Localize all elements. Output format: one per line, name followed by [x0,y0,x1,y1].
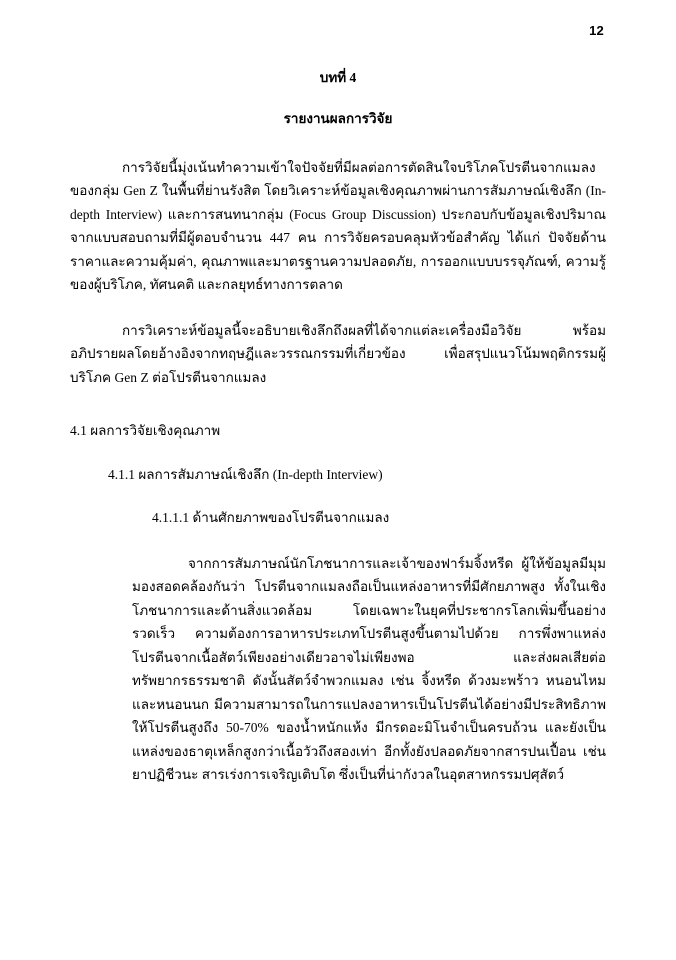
page-number: 12 [589,23,604,38]
body-paragraph-2: การวิเคราะห์ข้อมูลนี้จะอธิบายเชิงลึกถึงผลที่ได้จากแต่ละเครื่องมือวิจัย พร้อมอภิปรายผลโดยอ้างอิงจากทฤษฎีและวรรณกรรมที่เกี่ยวข้อง เพื่อสรุปแนวโน้มพฤติกรรมผู้บริโภค Gen Z ต่อโปรตีนจากแมลง [70,322,606,385]
chapter-label-heading: บทที่ 4 [319,70,357,85]
section-heading-4-1: 4.1 ผลการวิจัยเชิงคุณภาพ [70,423,221,439]
page-content [70,60,606,787]
body-paragraph-1: การวิจัยนี้มุ่งเน้นทำความเข้าใจปัจจัยที่มีผลต่อการตัดสินใจบริโภคโปรตีนจากแมลงของกลุ่ม Gen Z ในพื้นที่ย่านรังสิต โดยวิเคราะห์ข้อมูลเชิงคุณภาพผ่านการสัมภาษณ์เชิงลึก (In-depth Interview) และการสนทนากลุ่ม (Focus Group Discussion) ประกอบกับข้อมูลเชิงปริมาณจากแบบสอบถามที่มีผู้ตอบจำนวน 447 คน การวิจัยครอบคลุมหัวข้อสำคัญ ได้แก่ ปัจจัยด้านราคาและความคุ้มค่า, คุณภาพและมาตรฐานความปลอดภัย, การออกแบบบรรจุภัณฑ์, ความรู้ของผู้บริโภค, ทัศนคติ และกลยุทธ์ทางการตลาด [70,159,606,293]
section-4-1-1-1-body-block [132,552,606,787]
section-heading-4-1-1-1: 4.1.1.1 ด้านศักยภาพของโปรตีนจากแมลง [152,510,390,526]
section-heading-4-1-1: 4.1.1 ผลการสัมภาษณ์เชิงลึก (In-depth Interview) [108,466,383,482]
chapter-title-heading: รายงานผลการวิจัย [283,110,393,126]
section-4-1-1-1-paragraph: จากการสัมภาษณ์นักโภชนาการและเจ้าของฟาร์มจิ้งหรีด ผู้ให้ข้อมูลมีมุมมองสอดคล้องกันว่า โปรตีนจากแมลงถือเป็นแหล่งอาหารที่มีศักยภาพสูง ทั้งในเชิงโภชนาการและด้านสิ่งแวดล้อม โดยเฉพาะในยุคที่ประชากรโลกเพิ่มขึ้นอย่างรวดเร็ว ความต้องการอาหารประเภทโปรตีนสูงขึ้นตามไปด้วย การพึ่งพาแหล่งโปรตีนจากเนื้อสัตว์เพียงอย่างเดียวอาจไม่เพียงพอ และส่งผลเสียต่อทรัพยากรธรรมชาติ ดังนั้นสัตว์จำพวกแมลง เช่น จิ้งหรีด ด้วงมะพร้าว หนอนไหม และหนอนนก มีความสามารถในการแปลงอาหารเป็นโปรตีนได้อย่างมีประสิทธิภาพ ให้โปรตีนสูงถึง 50-70% ของน้ำหนักแห้ง มีกรดอะมิโนจำเป็นครบถ้วน และยังเป็นแหล่งของธาตุเหล็กสูงกว่าเนื้อวัวถึงสองเท่า อีกทั้งยังปลอดภัยจากสารปนเปื้อน เช่น ยาปฏิชีวนะ สารเร่งการเจริญเติบโต ซึ่งเป็นที่น่ากังวลในอุตสาหกรรมปศุสัตว์ [132,555,606,783]
